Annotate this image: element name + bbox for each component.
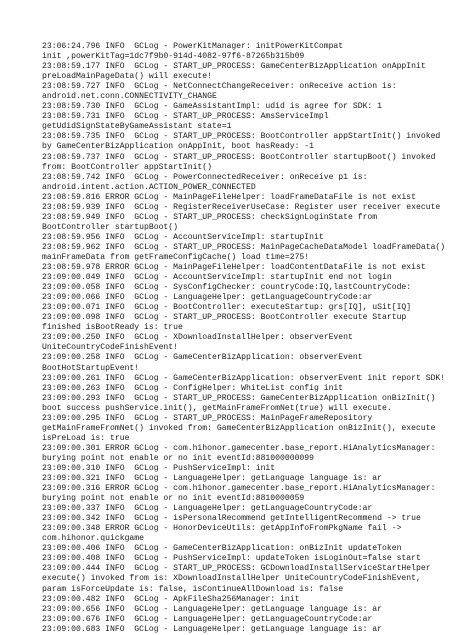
log-line: com.hihonor.quickgame (42, 534, 144, 544)
log-line: 23:09:00.301 ERROR GCLog - com.hihonor.gamecenter.base_report.HiAnalyticsManager: (42, 443, 436, 453)
log-line: boot success pushService.init(), getMainFrameFromNet(true) will execute. (42, 403, 392, 413)
log-line: by GameCenterBizApplication onAppInit, boot hasReady: -1 (42, 142, 314, 152)
log-document (42, 42, 462, 635)
log-line: preLoadMainPageData() will execute! (42, 72, 212, 82)
log-line: 23:09:00.676 INFO GCLog - LanguageHelper: getLanguageCountryCode:ar (42, 614, 373, 624)
log-line: BootHotStartupEvent! (42, 363, 140, 373)
log-line: from: BootController appStartInit() (42, 162, 212, 172)
log-line: 23:08:59.816 ERROR GCLog - MainPageFileHelper: loadFrameDataFile is not exist (42, 192, 416, 202)
log-line: 23:09:00.444 INFO GCLog - START_UP_PROCESS: GCDownloadInstallServiceStartHelper (42, 564, 431, 574)
log-line: 23:09:00.295 INFO GCLog - START_UP_PROCESS: MainPageFrameRepository (42, 413, 373, 423)
log-line: 23:09:00.263 INFO GCLog - ConfigHelper: WhiteList config init (42, 383, 344, 393)
log-line: 23:09:00.408 INFO GCLog - PushServiceImpl: updateToken isLoginOut=false start (42, 554, 421, 564)
log-line: 23:09:00.258 INFO GCLog - GameCenterBizApplication: observerEvent (42, 353, 363, 363)
log-line: 23:09:00.482 INFO GCLog - ApkFileSha256Manager: init (42, 594, 300, 604)
log-line: getUdidSignStateByGameAssistant state=1 (42, 122, 232, 132)
log-line: 23:08:59.737 INFO GCLog - START_UP_PROCESS: BootController startupBoot() invoked (42, 152, 436, 162)
log-line: android.net.conn.CONNECTIVITY_CHANGE (42, 92, 217, 102)
log-line: mainFrameData from getFrameConfigCache() load time=275! (42, 252, 310, 262)
log-line: 23:09:00.348 ERROR GCLog - HonorDeviceUtils: getAppInfoFromPkgName fail -> (42, 524, 402, 534)
log-line: android.intent.action.ACTION_POWER_CONNECTED (42, 182, 256, 192)
log-line: 23:09:00.071 INFO GCLog - BootController: executeStartup: grs[IQ], uSit[IQ] (42, 303, 412, 313)
log-line: finished isBootReady is: true (42, 323, 183, 333)
log-line: burying point not enable or no init eventId:8810000059 (42, 494, 305, 504)
log-line: 23:08:59.735 INFO GCLog - START_UP_PROCESS: BootController appStartInit() invoked (42, 132, 441, 142)
log-line: 23:08:59.730 INFO GCLog - GameAssistantImpl: udid is agree for SDK: 1 (42, 102, 382, 112)
log-line: 23:09:00.293 INFO GCLog - START_UP_PROCESS: GameCenterBizApplication onBizInit() (42, 393, 436, 403)
log-line: UniteCountryCodeFinishEvent! (42, 343, 178, 353)
log-line: 23:06:24.796 INFO GCLog - PowerKitManager: initPowerKitCompat (42, 42, 344, 51)
log-line: param isForceUpdate is: false, isContinueAllDownload is: false (42, 584, 344, 594)
log-line: 23:09:00.342 INFO GCLog - isPersonalRecommend getIntelligentRecommend -> true (42, 514, 421, 524)
log-line: 23:09:00.058 INFO GCLog - SysConfigChecker: countryCode:IQ,lastCountryCode: (42, 283, 412, 293)
log-line: 23:08:59.727 INFO GCLog - NetConnectChangeReceiver: onReceive action is: (42, 82, 397, 92)
log-line: 23:08:59.731 INFO GCLog - START_UP_PROCESS: AmsServiceImpl (42, 112, 329, 122)
log-line: 23:08:59.962 INFO GCLog - START_UP_PROCESS: MainPageCacheDataModel loadFrameData() (42, 242, 446, 252)
log-line: 23:09:00.066 INFO GCLog - LanguageHelper: getLanguageCountryCode:ar (42, 293, 373, 303)
log-line: 23:08:59.978 ERROR GCLog - MainPageFileHelper: loadContentDataFile is not exist (42, 263, 426, 273)
log-line: burying point not enable or no init eventId:881000000099 (42, 453, 314, 463)
log-line: 23:09:00.316 ERROR GCLog - com.hihonor.gamecenter.base_report.HiAnalyticsManager: (42, 484, 436, 494)
log-line: 23:09:00.321 INFO GCLog - LanguageHelper: getLanguage language is: ar (42, 474, 382, 484)
log-line: 23:09:00.337 INFO GCLog - LanguageHelper: getLanguageCountryCode:ar (42, 504, 373, 514)
log-line: 23:08:59.939 INFO GCLog - RegisterReceiverUseCase: Register user receiver execute (42, 202, 441, 212)
log-line: execute() invoked from is: XDownloadInstallHelper UniteCountryCodeFinishEvent, (42, 574, 421, 584)
log-line: 23:09:00.049 INFO GCLog - AccountServiceImpl: startupInit end not login (42, 273, 392, 283)
log-line: 23:09:00.098 INFO GCLog - START_UP_PROCESS: BootController execute Startup (42, 313, 407, 323)
log-line: 23:09:00.656 INFO GCLog - LanguageHelper: getLanguage language is: ar (42, 604, 382, 614)
log-line: init ,powerKitTag=1dc7f9b0-914d-4082-97f6-87265b315b09 (42, 52, 305, 62)
log-line: 23:09:00.683 INFO GCLog - LanguageHelper: getLanguage language is: ar (42, 624, 382, 634)
log-line: getMainFrameFromNet() invoked from: GameCenterBizApplication onBizInit(), execute (42, 423, 436, 433)
log-line: 23:09:00.310 INFO GCLog - PushServiceImpl: init (42, 463, 276, 473)
log-line: 23:09:00.406 INFO GCLog - GameCenterBizApplication: onBizInit updateToken (42, 544, 402, 554)
log-line: BootController startupBoot() (42, 222, 178, 232)
log-line: 23:08:59.177 INFO GCLog - START_UP_PROCESS: GameCenterBizApplication onAppInit (42, 62, 426, 72)
log-line: 23:09:00.261 INFO GCLog - GameCenterBizApplication: observerEvent init report SDK! (42, 373, 446, 383)
log-line: 23:09:00.250 INFO GCLog - XDownloadInstallHelper: observerEvent (42, 333, 353, 343)
log-line: 23:08:59.949 INFO GCLog - START_UP_PROCESS: checkSignLoginState from (42, 212, 378, 222)
log-line: isPreLoad is: true (42, 433, 130, 443)
log-line: 23:08:59.742 INFO GCLog - PowerConnectedReceiver: onReceive p1 is: (42, 172, 368, 182)
log-line: 23:08:59.956 INFO GCLog - AccountServiceImpl: startupInit (42, 232, 324, 242)
